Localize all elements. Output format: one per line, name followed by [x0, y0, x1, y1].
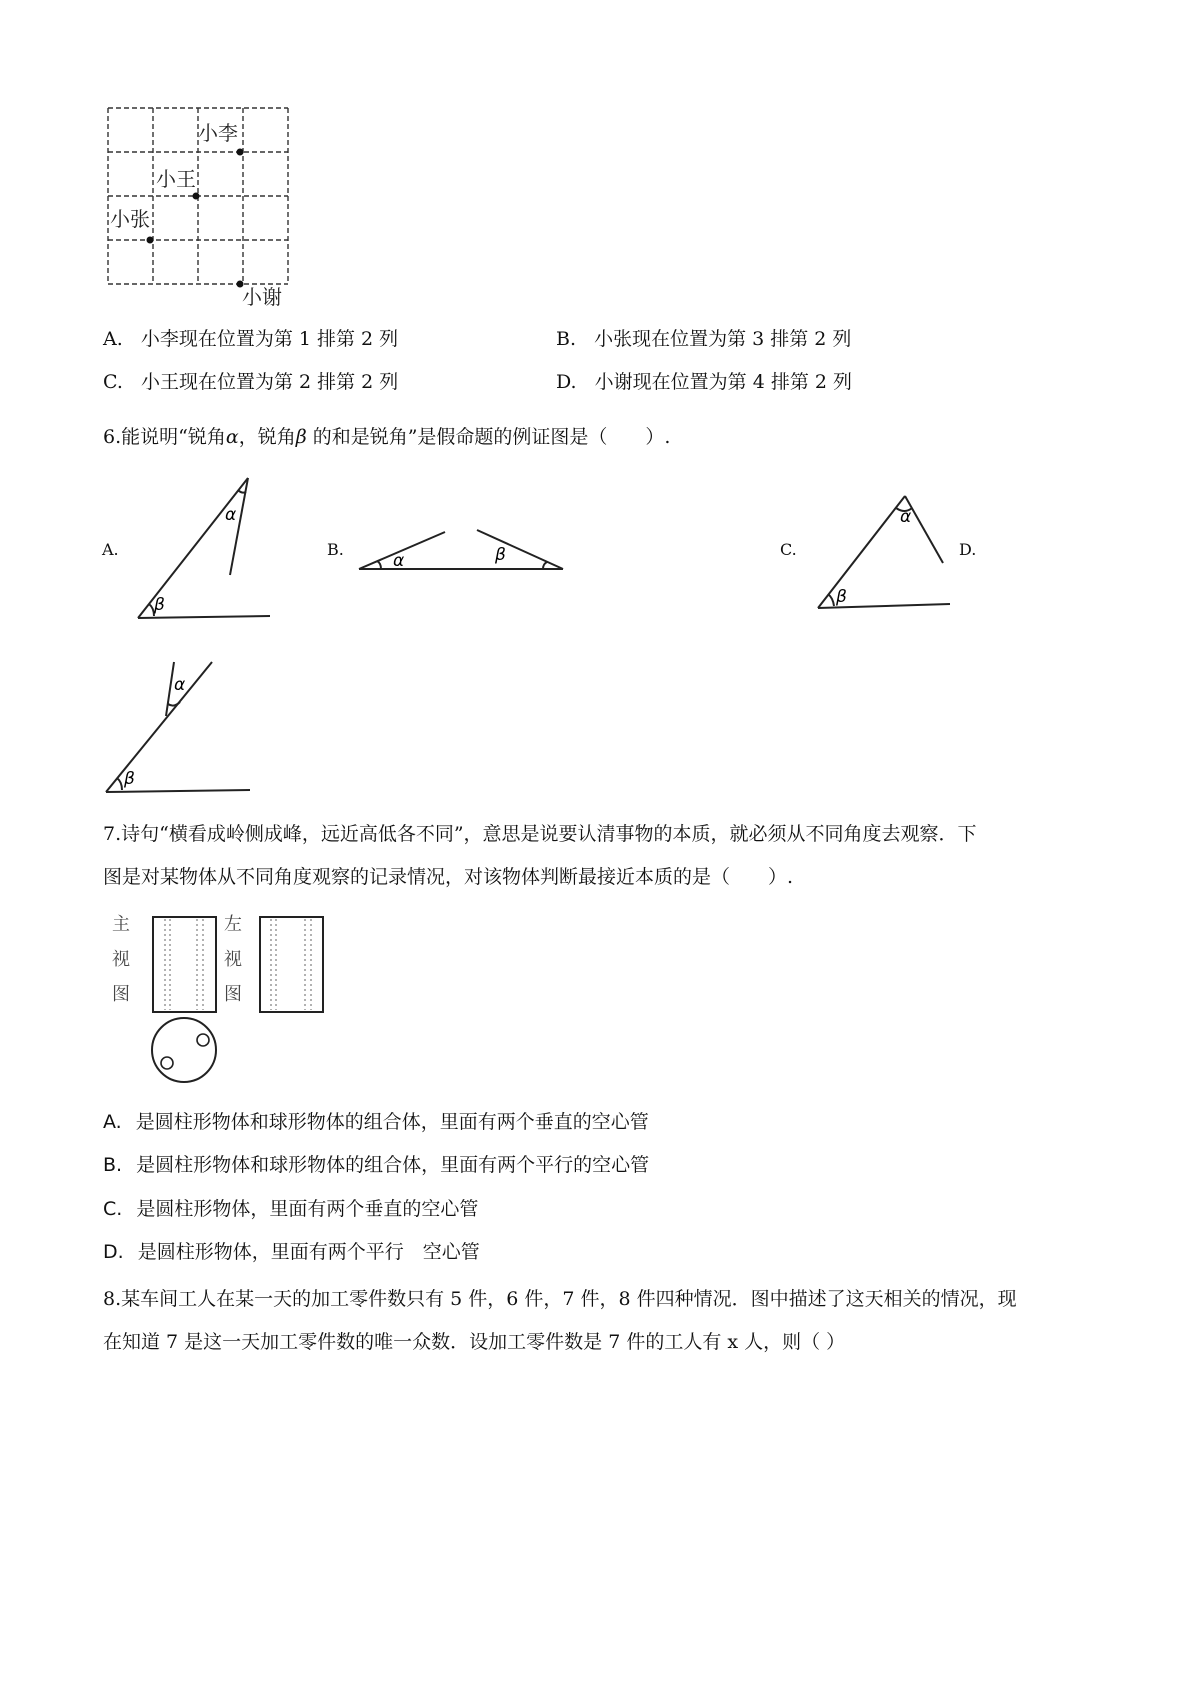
option-text: 是圆柱形物体，里面有两个平行 空心管 [137, 1241, 480, 1263]
xiaozhang-point [147, 237, 154, 244]
q6-figure-letter-a: A. [102, 540, 119, 559]
q7-option-a [103, 1110, 649, 1134]
option-letter: D. [103, 1241, 124, 1263]
q5-option-c [103, 370, 398, 394]
alpha-label: α [900, 507, 912, 527]
alpha-label: α [225, 505, 237, 525]
q5-option-d [556, 370, 852, 394]
front-view-rect [153, 917, 216, 1012]
q6-figure-letter-b: B. [327, 540, 344, 559]
xiaowang-point [193, 193, 200, 200]
xiaoli-point [237, 149, 244, 156]
angle-figure-b [355, 522, 575, 582]
view-label-char: 视 [224, 949, 242, 970]
hole-circle [161, 1057, 173, 1069]
xiaowang-label: 小王 [156, 167, 196, 191]
q8-stem-line1: 8.某车间工人在某一天的加工零件数只有 5 件，6 件，7 件，8 件四种情况．图中描述了这天相关的情况，现 [103, 1288, 1017, 1310]
alpha-symbol: α [225, 426, 239, 448]
alpha-label: α [174, 675, 186, 695]
beta-symbol: β [295, 426, 307, 448]
q6-stem-part: ，锐角 [238, 426, 296, 448]
q7-stem-line2: 图是对某物体从不同角度观察的记录情况，对该物体判断最接近本质的是（ ）. [103, 866, 794, 888]
option-text: 小谢现在位置为第 4 排第 2 列 [594, 371, 852, 393]
option-letter: B. [556, 328, 577, 350]
xiaoxie-label: 小谢 [242, 285, 282, 309]
option-letter: A. [103, 1111, 122, 1133]
q7-option-d [103, 1240, 480, 1264]
q5-option-a [103, 327, 398, 351]
option-text: 是圆柱形物体，里面有两个垂直的空心管 [136, 1198, 479, 1220]
angle-figure-a [130, 470, 280, 630]
option-text: 小李现在位置为第 1 排第 2 列 [140, 328, 399, 350]
xiaoli-label: 小李 [198, 121, 238, 145]
q7-option-b [103, 1153, 649, 1177]
q6-stem-part: 6.能说明“锐角 [103, 426, 226, 448]
angle-figure-d [100, 656, 260, 806]
q6-figure-letter-d: D. [959, 540, 977, 559]
xiaozhang-label: 小张 [110, 207, 150, 231]
q5-option-b [556, 327, 851, 351]
seat-grid-figure [100, 100, 320, 310]
option-letter: C. [103, 1198, 123, 1220]
option-text: 小王现在位置为第 2 排第 2 列 [140, 371, 399, 393]
option-text: 小张现在位置为第 3 排第 2 列 [594, 328, 852, 350]
beta-label: β [154, 595, 165, 615]
view-label-char: 视 [112, 949, 130, 970]
hole-circle [197, 1034, 209, 1046]
option-letter: D. [556, 371, 577, 393]
option-letter: A. [103, 328, 123, 350]
option-letter: C. [103, 371, 123, 393]
q6-figure-letter-c: C. [780, 540, 797, 559]
q7-option-c [103, 1197, 478, 1221]
q8-stem-line2: 在知道 7 是这一天加工零件数的唯一众数．设加工零件数是 7 件的工人有 x 人，则（ ） [103, 1331, 846, 1353]
q7-stem-line1: 7.诗句“横看成岭侧成峰，远近高低各不同”，意思是说要认清事物的本质，就必须从不同角度去观察．下 [103, 823, 977, 845]
q6-stem [103, 425, 670, 449]
view-label-char: 左 [224, 914, 242, 935]
top-view-circle [152, 1018, 216, 1082]
angle-figure-c [810, 490, 960, 620]
option-text: 是圆柱形物体和球形物体的组合体，里面有两个平行的空心管 [136, 1154, 650, 1176]
beta-label: β [495, 545, 506, 565]
three-view-figure [100, 905, 340, 1090]
option-text: 是圆柱形物体和球形物体的组合体，里面有两个垂直的空心管 [135, 1111, 649, 1133]
left-view-rect [260, 917, 323, 1012]
view-label-char: 图 [224, 984, 242, 1005]
alpha-label: α [393, 551, 405, 571]
view-label-char: 主 [112, 914, 130, 935]
beta-label: β [836, 587, 847, 607]
q6-stem-part: 的和是锐角”是假命题的例证图是（ ）. [312, 426, 671, 448]
view-label-char: 图 [112, 984, 130, 1005]
option-letter: B. [103, 1154, 123, 1176]
beta-label: β [124, 769, 135, 789]
